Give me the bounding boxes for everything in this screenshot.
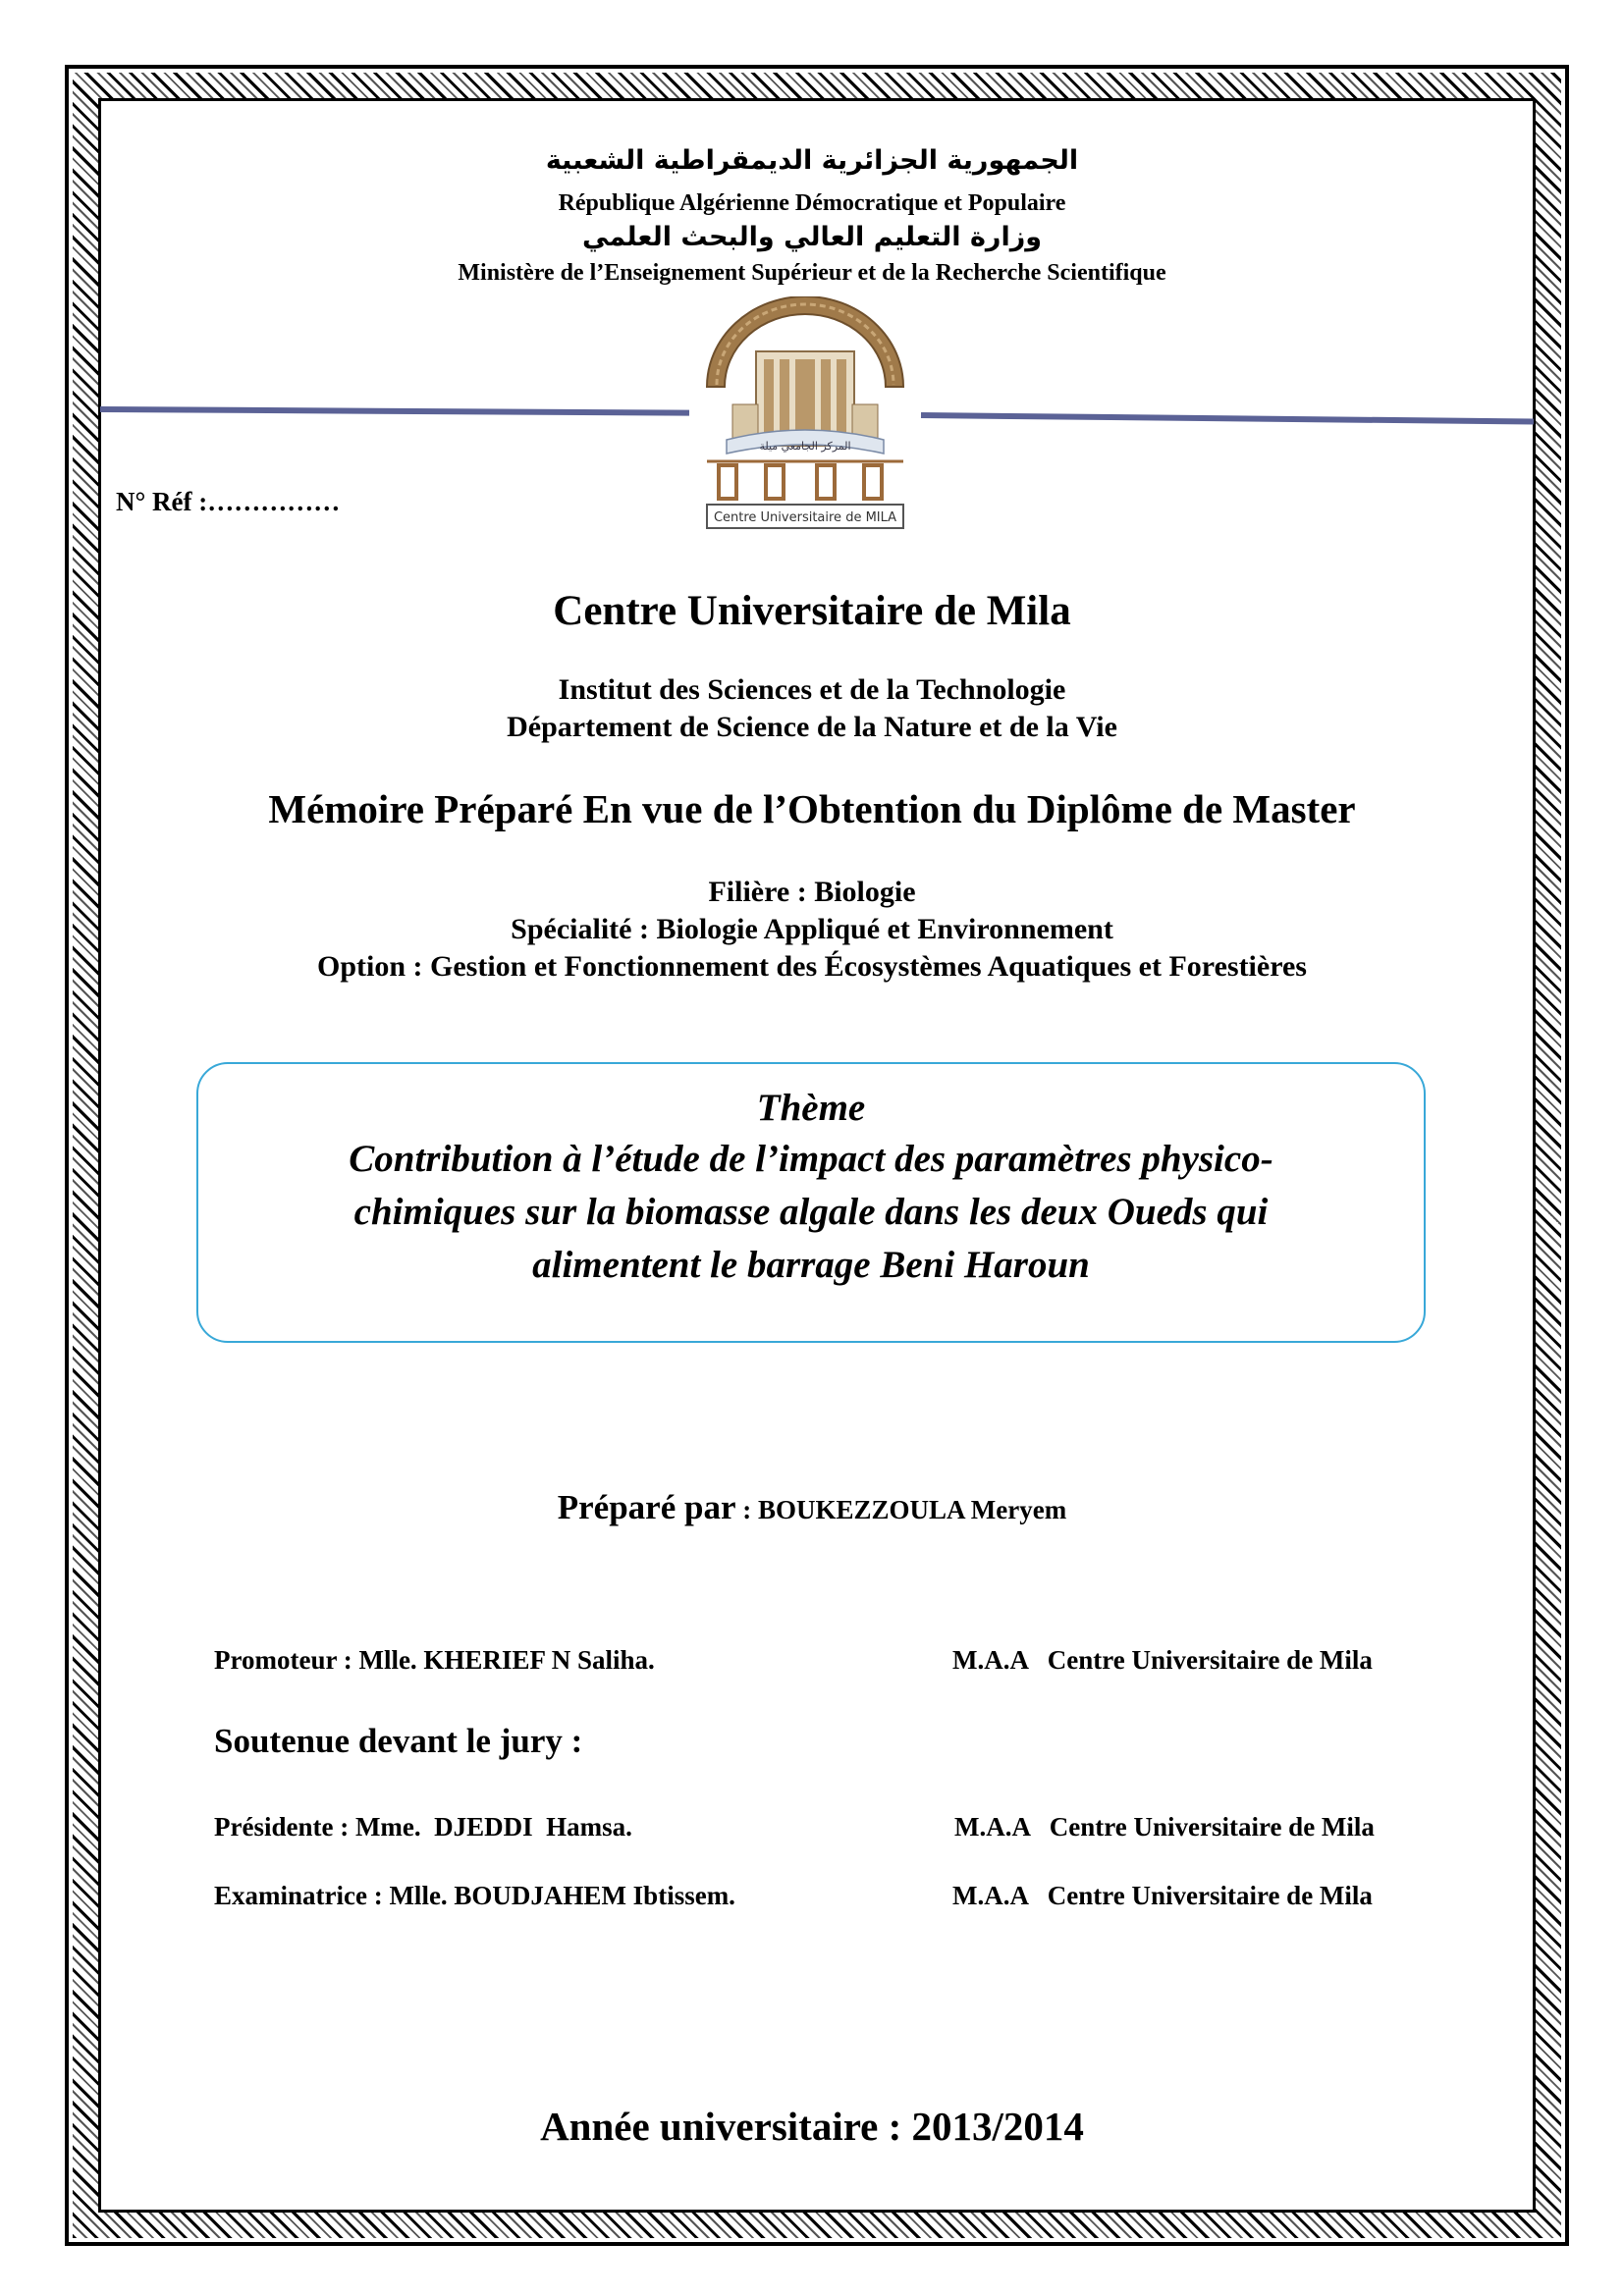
logo-arabic-text: المركز الجامعي ميلة <box>759 440 851 453</box>
academic-year: Année universitaire : 2013/2014 <box>540 2104 1084 2149</box>
prepared-by <box>0 1488 1624 1527</box>
filiere: Filière : Biologie <box>708 876 916 908</box>
jury-member-name: Présidente : Mme. DJEDDI Hamsa. <box>214 1812 632 1842</box>
jury-title: Soutenue devant le jury : <box>214 1722 583 1760</box>
header-ar-republic: الجمهورية الجزائرية الديمقراطية الشعبية <box>545 145 1079 176</box>
header-ar-ministry: وزارة التعليم العالي والبحث العلمي <box>581 222 1043 252</box>
promoteur-grade: M.A.A Centre Universitaire de Mila <box>952 1645 1373 1675</box>
jury-member-grade: M.A.A Centre Universitaire de Mila <box>952 1881 1373 1910</box>
university-logo <box>693 296 917 532</box>
university-title: Centre Universitaire de Mila <box>553 588 1071 634</box>
jury-member-name: Examinatrice : Mlle. BOUDJAHEM Ibtissem. <box>214 1881 735 1910</box>
theme-label: Thème <box>756 1087 866 1129</box>
theme-line-3: alimentent le barrage Beni Haroun <box>532 1244 1090 1286</box>
header-fr-republic: République Algérienne Démocratique et Populaire <box>558 190 1066 216</box>
prepared-by-label: Préparé par <box>557 1488 736 1526</box>
header-fr-ministry: Ministère de l’Enseignement Supérieur et de la Recherche Scientifique <box>458 260 1166 286</box>
jury-member-grade: M.A.A Centre Universitaire de Mila <box>954 1812 1375 1842</box>
theme-line-2: chimiques sur la biomasse algale dans les deux Oueds qui <box>353 1191 1269 1233</box>
logo-caption: Centre Universitaire de MILA <box>713 510 897 525</box>
department-name: Département de Science de la Nature et de la Vie <box>507 711 1117 743</box>
theme-line-1: Contribution à l’étude de l’impact des paramètres physico- <box>349 1138 1273 1180</box>
prepared-by-value: : BOUKEZZOULA Meryem <box>735 1495 1067 1524</box>
option: Option : Gestion et Fonctionnement des Écosystèmes Aquatiques et Forestières <box>317 950 1307 983</box>
reference-number: N° Réf :…………… <box>116 487 341 516</box>
memoire-title: Mémoire Préparé En vue de l’Obtention du Diplôme de Master <box>268 786 1356 831</box>
specialite: Spécialité : Biologie Appliqué et Environnement <box>511 913 1113 945</box>
promoteur-name: Promoteur : Mlle. KHERIEF N Saliha. <box>214 1645 655 1675</box>
institute-name: Institut des Sciences et de la Technologie <box>558 673 1066 706</box>
